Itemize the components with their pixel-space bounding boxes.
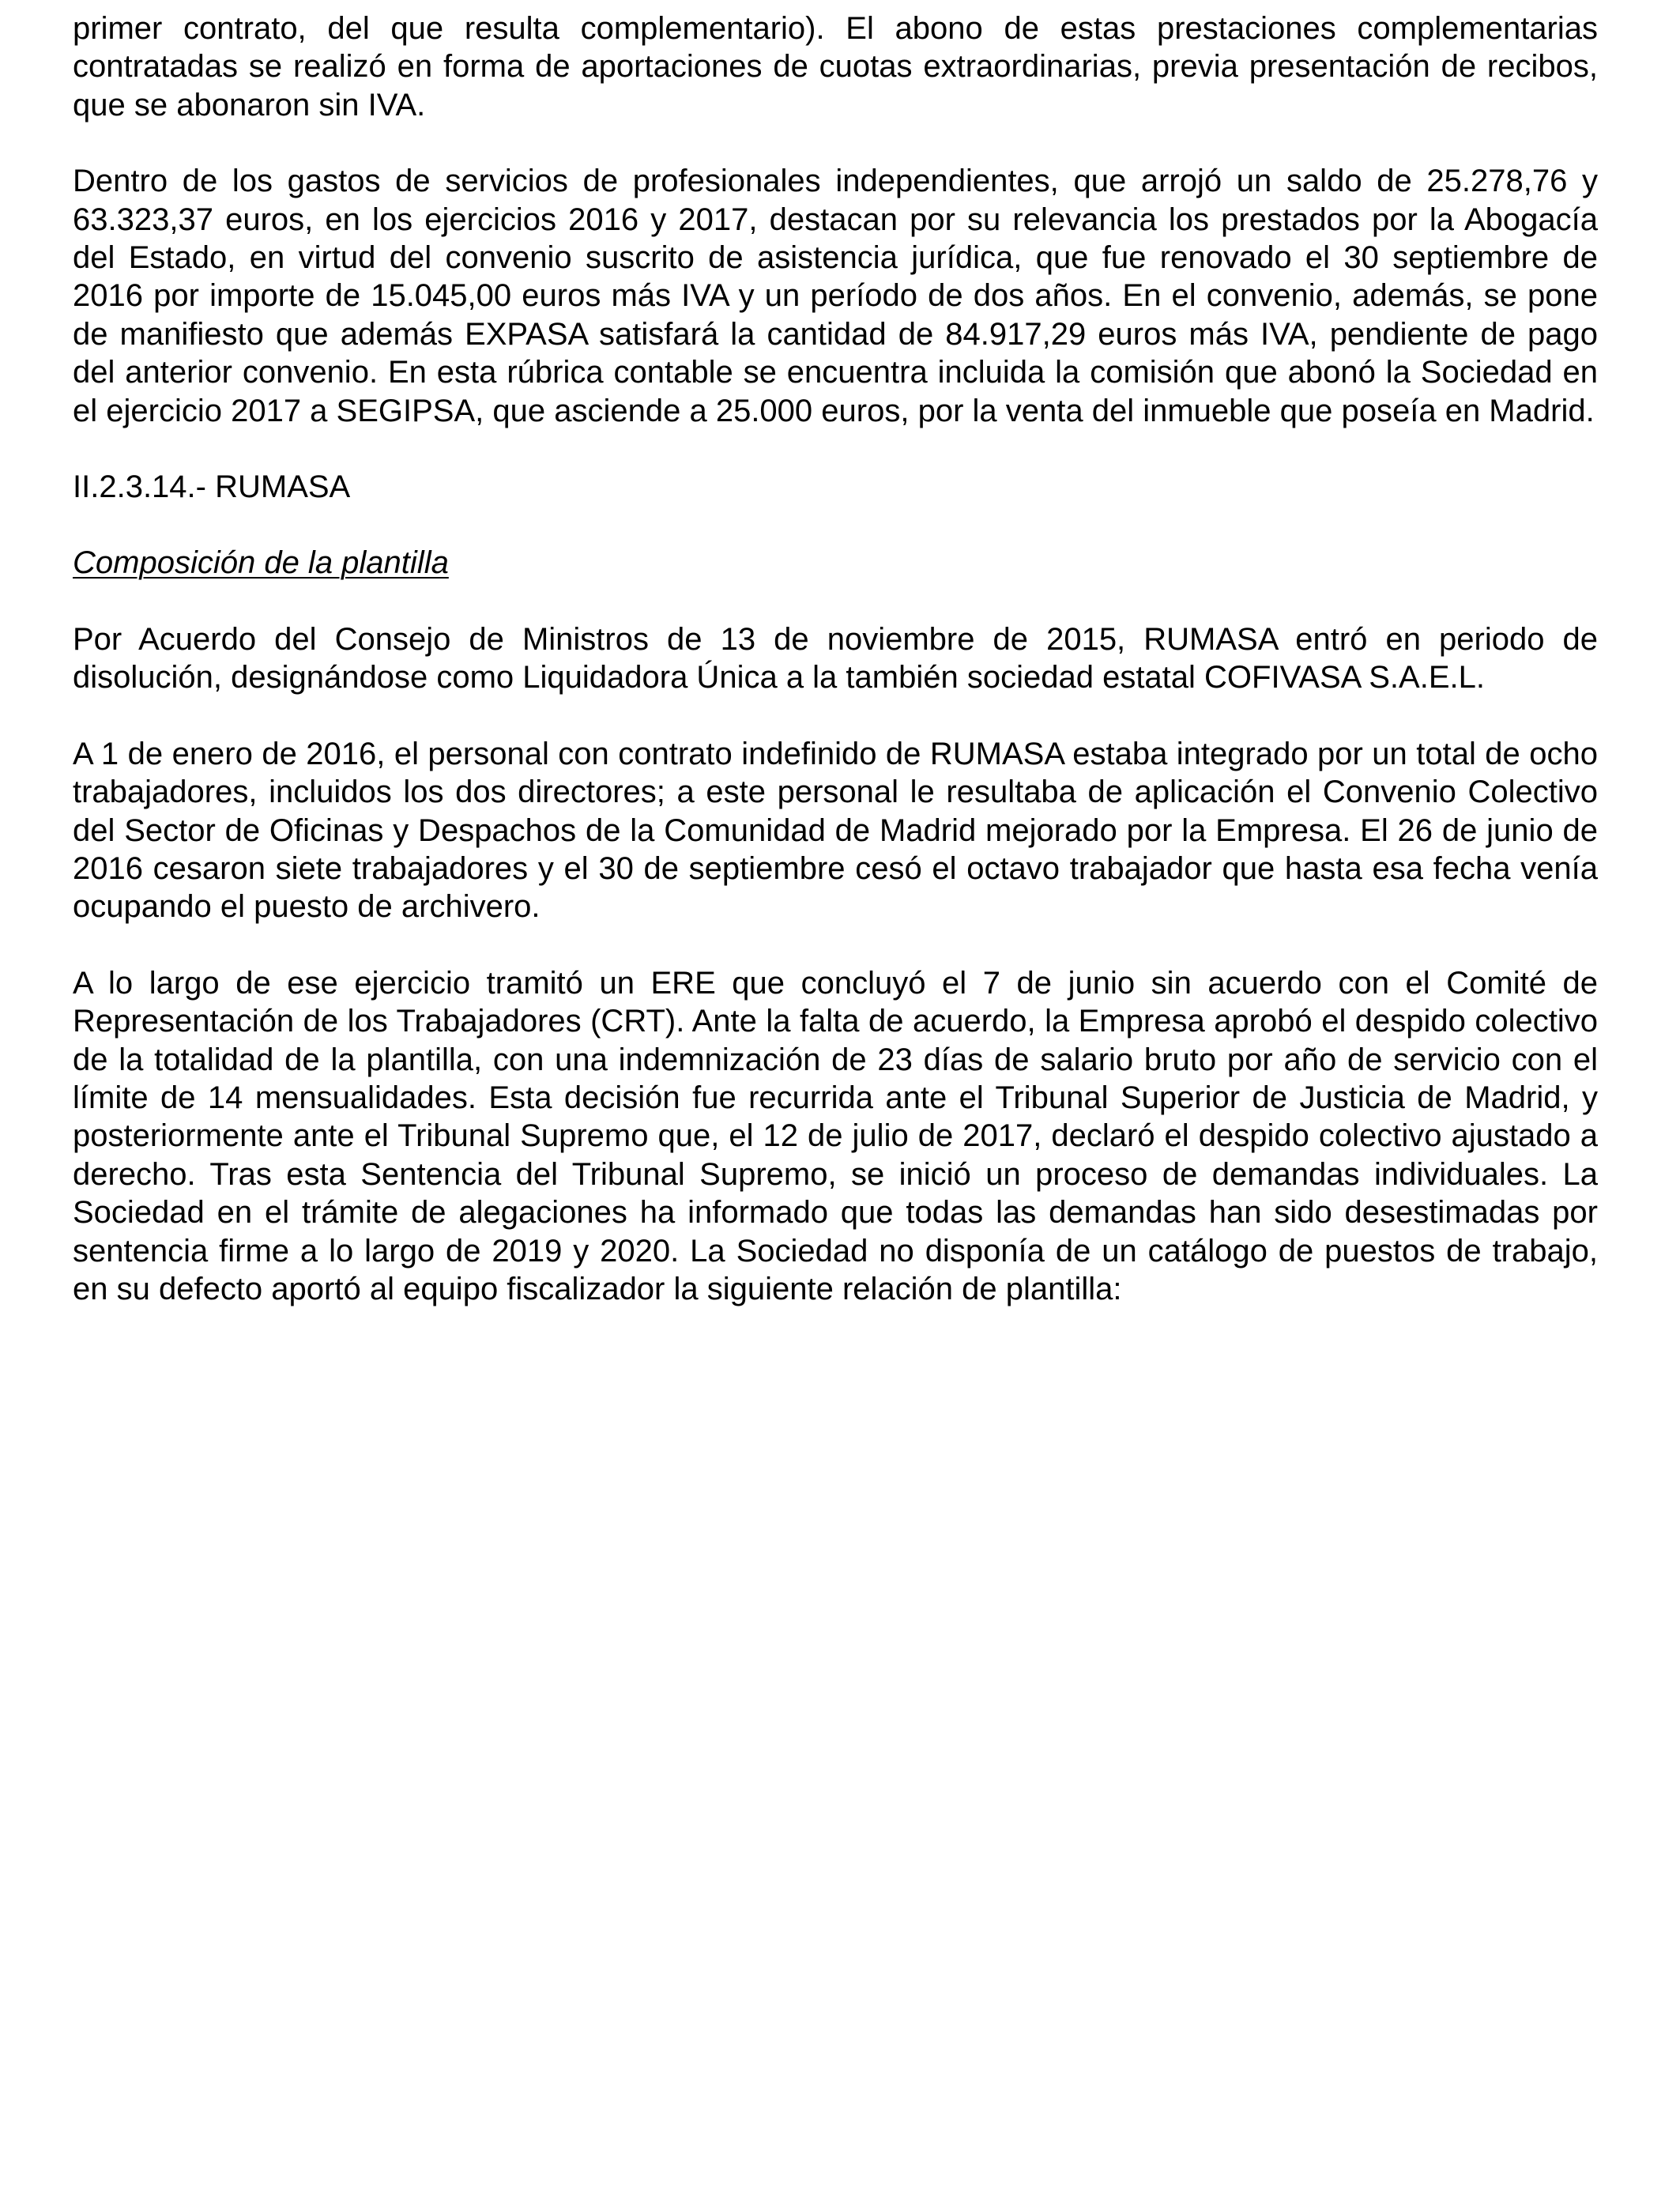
paragraph-prestaciones-complementarias: primer contrato, del que resulta complementario). El abono de estas prestaciones complementarias contratadas se realizó en forma de aportaciones de cuotas extraordinarias, previa presentación de recibos, que se abonaron sin IVA. — [73, 11, 1598, 123]
document-page — [73, 9, 1598, 1346]
section-heading: II.2.3.14.- RUMASA — [73, 469, 351, 505]
paragraph-disolucion: Por Acuerdo del Consejo de Ministros de 13 de noviembre de 2015, RUMASA entró en periodo de disolución, designándose como Liquidadora Única a la también sociedad estatal COFIVASA S.A.E.L. — [73, 621, 1598, 696]
paragraph-servicios-profesionales: Dentro de los gastos de servicios de profesionales independientes, que arrojó un saldo de 25.278,76 y 63.323,37 euros, en los ejercicios 2016 y 2017, destacan por su relevancia los prestados por la Abogacía del Estado, en virtud del convenio suscrito de asistencia jurídica, que fue renovado el 30 septiembre de 2016 por importe de 15.045,00 euros más IVA y un período de dos años. En el convenio, además, se pone de manifiesto que además EXPASA satisfará la cantidad de 84.917,29 euros más IVA, pendiente de pago del anterior convenio. En esta rúbrica contable se encuentra incluida la comisión que abonó la Sociedad en el ejercicio 2017 a SEGIPSA, que asciende a 25.000 euros, por la venta del inmueble que poseía en Madrid. — [73, 164, 1598, 428]
subsection-heading: Composición de la plantilla — [73, 545, 449, 581]
paragraph-personal: A 1 de enero de 2016, el personal con contrato indefinido de RUMASA estaba integrado por un total de ocho trabajadores, incluidos los dos directores; a este personal le resultaba de aplicación el Convenio Colectivo del Sector de Oficinas y Despachos de la Comunidad de Madrid mejorado por la Empresa. El 26 de junio de 2016 cesaron siete trabajadores y el 30 de septiembre cesó el octavo trabajador que hasta esa fecha venía ocupando el puesto de archivero. — [73, 736, 1598, 925]
paragraph-ere: A lo largo de ese ejercicio tramitó un ERE que concluyó el 7 de junio sin acuerdo con el Comité de Representación de los Trabajadores (CRT). Ante la falta de acuerdo, la Empresa aprobó el despido colectivo de la totalidad de la plantilla, con una indemnización de 23 días de salario bruto por año de servicio con el límite de 14 mensualidades. Esta decisión fue recurrida ante el Tribunal Superior de Justicia de Madrid, y posteriormente ante el Tribunal Supremo que, el 12 de julio de 2017, declaró el despido colectivo ajustado a derecho. Tras esta Sentencia del Tribunal Supremo, se inició un proceso de demandas individuales. La Sociedad en el trámite de alegaciones ha informado que todas las demandas han sido desestimadas por sentencia firme a lo largo de 2019 y 2020. La Sociedad no disponía de un catálogo de puestos de trabajo, en su defecto aportó al equipo fiscalizador la siguiente relación de plantilla: — [73, 965, 1598, 1306]
